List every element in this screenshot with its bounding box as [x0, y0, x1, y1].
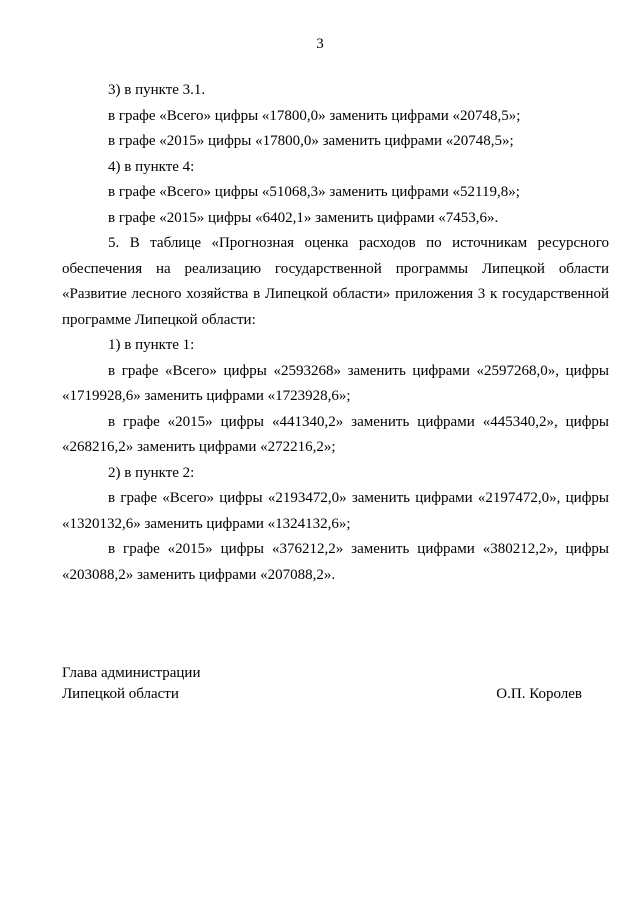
- paragraph-5: 5. В таблице «Прогнозная оценка расходов по источникам ресурсного обеспечения на реализацию государственной программы Липецкой области «Развитие лесного хозяйства в Липецкой области» приложения 3 к государственной программе Липецкой области:: [62, 235, 609, 328]
- point-1-item: в графе «Всего» цифры «2593268» заменить цифрами «2597268,0», цифры «1719928,6» заменить цифрами «1723928,6»;: [62, 362, 609, 404]
- document-body: [62, 78, 609, 588]
- item-line: в графе «Всего» цифры «51068,3» заменить цифрами «52119,8»;: [108, 184, 520, 200]
- signature-row: [62, 684, 582, 705]
- item-line: в графе «2015» цифры «17800,0» заменить цифрами «20748,5»;: [108, 133, 514, 149]
- signatory-name: О.П. Королев: [496, 686, 582, 702]
- signatory-position-line-1: Глава администрации: [62, 665, 201, 681]
- item-line: в графе «Всего» цифры «17800,0» заменить цифрами «20748,5»;: [108, 107, 521, 124]
- point-1-title: 1) в пункте 1:: [108, 337, 195, 353]
- point-1-item: в графе «2015» цифры «441340,2» заменить цифрами «445340,2», цифры «268216,2» заменить цифрами «272216,2»;: [62, 413, 609, 455]
- item-heading: 3) в пункте 3.1.: [108, 82, 206, 98]
- signatory-position-line-2: Липецкой области: [62, 686, 179, 702]
- point-2-title: 2) в пункте 2:: [108, 464, 195, 481]
- item-line: в графе «2015» цифры «6402,1» заменить цифрами «7453,6».: [108, 209, 499, 226]
- page-number: 3: [316, 36, 324, 52]
- item-heading: 4) в пункте 4:: [108, 158, 195, 175]
- point-2-item: в графе «Всего» цифры «2193472,0» заменить цифрами «2197472,0», цифры «1320132,6» заменить цифрами «1324132,6»;: [62, 490, 609, 532]
- signature-block: [62, 663, 582, 705]
- point-2-item: в графе «2015» цифры «376212,2» заменить цифрами «380212,2», цифры «203088,2» заменить цифрами «207088,2».: [62, 541, 609, 583]
